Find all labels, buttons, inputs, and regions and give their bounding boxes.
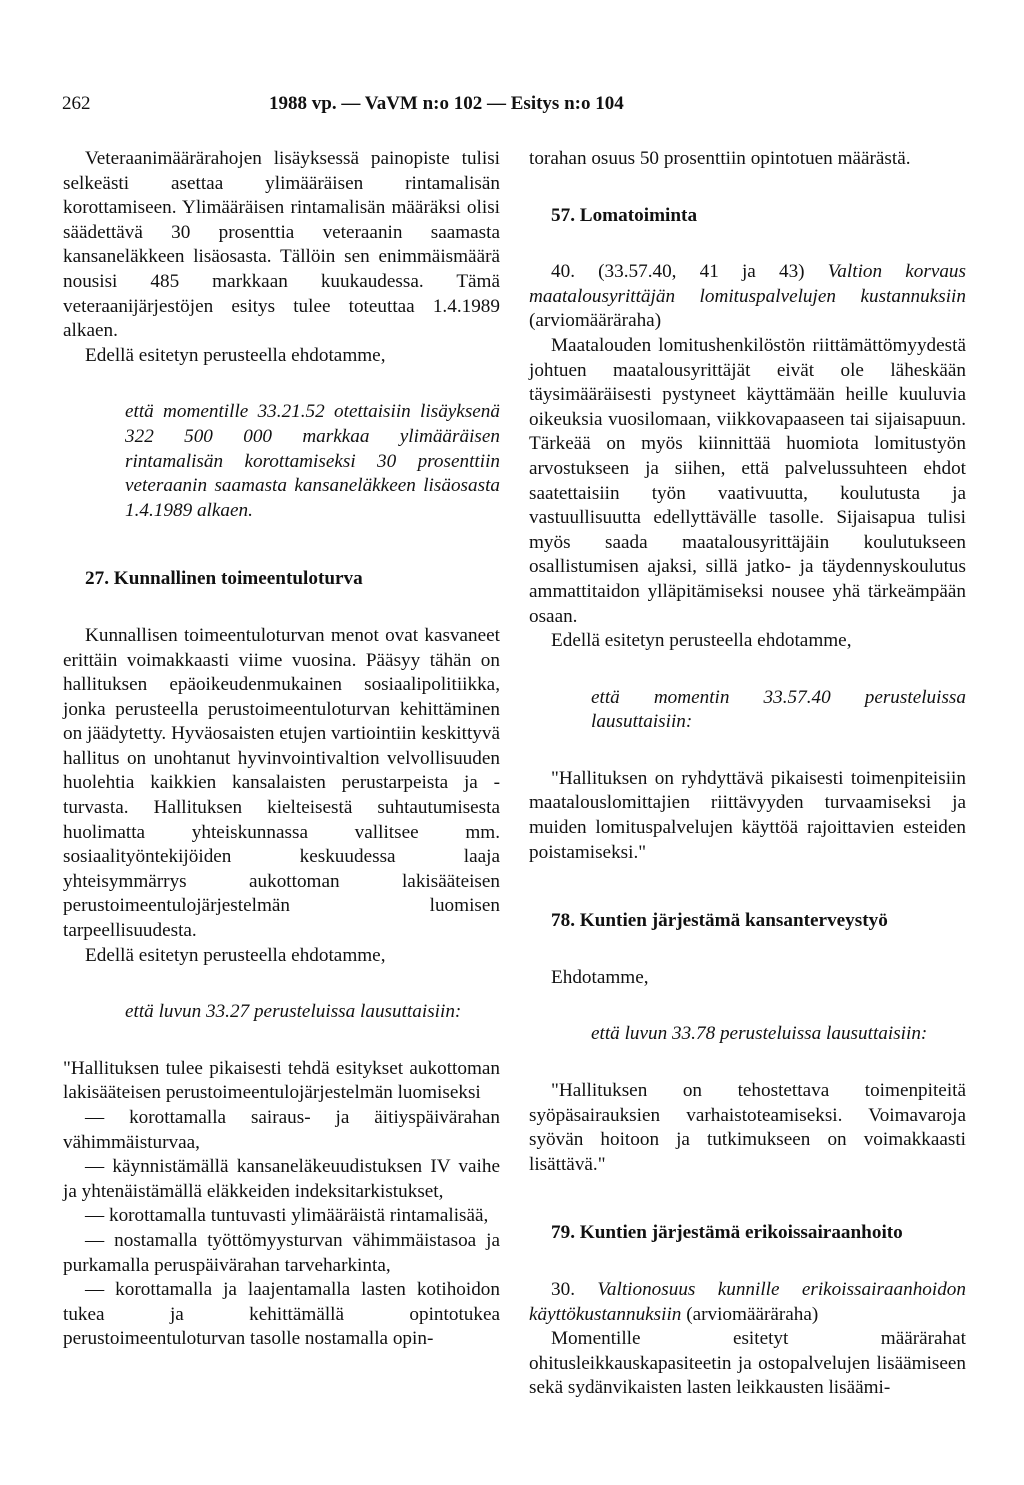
quote: "Hallituksen on tehostettava toimenpiteitä syöpäsairauksien varhaistoteamiseksi. Voimavaroja syövän hoitoon ja tutkimukseen on voimakkaasti lisättävä." xyxy=(529,1080,966,1175)
paragraph: Kunnallisen toimeentuloturvan menot ovat kasvaneet erittäin voimakkaasti viime vuosina. Pääsyy tähän on hallituksen epäoikeudenmukainen sosiaalipolitiikka, jonka perusteella perustoimeentuloturvan kehittäminen on jäädytetty. Hyväosaisten etujen vartiointiin keskittyvä hallitus on unohtanut hyvinvointivaltion velvollisuuden huolehtia kaikkien kansalaisten perustarpeista ja -turvasta. Hallituksen kielteisestä suhtautumisesta huolimatta yhteiskunnassa vallitsee mm. sosiaalityöntekijöiden keskuudessa laaja yhteisymmärrys aukottoman lakisääteisen perustoimeentulojärjestelmän luomisen tarpeellisuudesta. xyxy=(63,624,500,942)
right-column xyxy=(529,147,966,1401)
section-heading: 27. Kunnallinen toimeentuloturva xyxy=(85,568,363,590)
budget-item-number: 30. xyxy=(551,1279,598,1300)
section-heading: 78. Kuntien järjestämä kansanterveystyö xyxy=(551,910,888,932)
paragraph: torahan osuus 50 prosenttiin opintotuen määrästä. xyxy=(529,148,911,169)
budget-item-number: 40. (33.57.40, 41 ja 43) xyxy=(551,261,828,283)
budget-item-type: (arviomääräraha) xyxy=(529,310,662,332)
paragraph: Edellä esitetyn perusteella ehdotamme, xyxy=(551,630,852,652)
left-column xyxy=(63,147,500,1352)
budget-item xyxy=(529,1278,966,1327)
budget-item xyxy=(529,260,966,334)
proposal: että momentille 33.21.52 otettaisiin lisäyksenä 322 500 000 markkaa ylimääräisen rintamalisän korottamiseksi 30 prosenttiin veteraanin saamasta kansaneläkkeen lisäosasta 1.4.1989 alkaen. xyxy=(125,401,500,521)
quote-intro: "Hallituksen tulee pikaisesti tehdä esitykset aukottoman lakisääteisen perustoimeentulojärjestelmän luomiseksi xyxy=(63,1057,500,1104)
proposal: että luvun 33.27 perusteluissa lausuttaisiin: xyxy=(125,1001,462,1023)
page-number: 262 xyxy=(62,93,91,114)
section-heading: 79. Kuntien järjestämä erikoissairaanhoito xyxy=(551,1222,903,1244)
budget-item-title: Valtion korvaus maatalousyrittäjän lomituspalvelujen kustannuksiin xyxy=(529,261,966,307)
list-item: — nostamalla työttömyysturvan vähimmäistasoa ja purkamalla peruspäivärahan tarveharkinta, xyxy=(63,1229,500,1276)
list-item: — korottamalla sairaus- ja äitiyspäivärahan vähimmäisturvaa, xyxy=(63,1107,500,1153)
list-item: — korottamalla ja laajentamalla lasten kotihoidon tukea ja kehittämällä opintotukea perustoimeentuloturvan tasolle nostamalla opin- xyxy=(63,1279,500,1350)
list-item: — korottamalla tuntuvasti ylimääräistä rintamalisää, xyxy=(85,1205,489,1227)
paragraph: Veteraanimäärärahojen lisäyksessä painopiste tulisi selkeästi asettaa ylimääräisen rintamalisän korottamiseen. Ylimääräisen rintamalisän määräksi olisi säädettävä 30 prosenttia veteraanin saamasta kansaneläkkeen lisäosasta. Tällöin sen enimmäismäärä nousisi 485 markkaan kuukaudessa. Tämä veteraanijärjestöjen esitys tulee toteuttaa 1.4.1989 alkaen. xyxy=(63,148,500,342)
proposal: että luvun 33.78 perusteluissa lausuttaisiin: xyxy=(591,1023,928,1045)
list-item: — käynnistämällä kansaneläkeuudistuksen IV vaihe ja yhtenäistämällä eläkkeiden indeksitarkistukset, xyxy=(63,1156,500,1202)
header-title: 1988 vp. — VaVM n:o 102 — Esitys n:o 104 xyxy=(269,93,624,114)
quote: "Hallituksen on ryhdyttävä pikaisesti toimenpiteisiin maatalouslomittajien riittävyyden turvaamiseksi ja muiden lomituspalvelujen käyttöä rajoittavien esteiden poistamiseksi." xyxy=(529,767,966,863)
budget-item-title: Valtionosuus kunnille erikoissairaanhoidon käyttökustannuksiin xyxy=(529,1279,966,1325)
budget-item-type: (arviomääräraha) xyxy=(681,1303,819,1325)
paragraph: Ehdotamme, xyxy=(551,966,649,988)
proposal: että momentin 33.57.40 perusteluissa lausuttaisiin: xyxy=(591,686,966,733)
paragraph: Momentille esitetyt määrärahat ohitusleikkauskapasiteetin ja ostopalvelujen lisäämiseen sekä sydänvikaisten lasten leikkausten lisäämi- xyxy=(529,1328,966,1399)
section-heading: 57. Lomatoiminta xyxy=(551,204,698,226)
paragraph: Edellä esitetyn perusteella ehdotamme, xyxy=(85,944,386,966)
paragraph: Edellä esitetyn perusteella ehdotamme, xyxy=(85,344,386,366)
paragraph: Maatalouden lomitushenkilöstön riittämättömyydestä johtuen maatalousyrittäjät eivät ole läheskään täysimääräisesti pystyneet käyttämään heille kuuluvia oikeuksia vuosilomaan, viikkovapaaseen tai sijaisapuun. Tärkeää on myös kiinnittää huomiota lomitustyön arvostukseen ja siihen, että palvelussuhteen ehdot saatettaisiin työn vaativuutta, koulutusta ja vastuullisuutta edellyttävälle tasolle. Sijaisapua tulisi myös saada maatalousyrittäjäin koulutukseen osallistumisen ajaksi, sillä jatko- ja täydennyskoulutus ammattitaidon ylläpitämiseksi nousee yhä tärkeämpään osaan. xyxy=(529,334,966,627)
